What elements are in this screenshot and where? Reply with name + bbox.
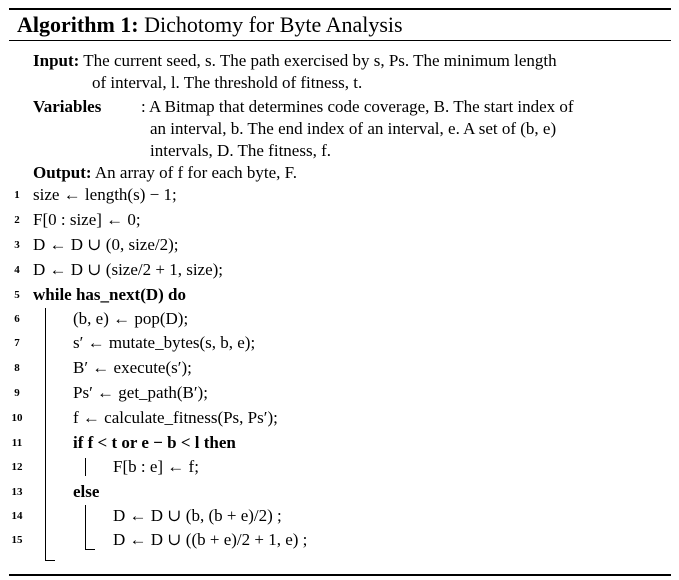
code-line: D ← D ∪ (b, (b + e)/2) ;: [113, 506, 282, 525]
algorithm-title: Dichotomy for Byte Analysis: [144, 12, 403, 37]
if-scope-bar: [85, 458, 86, 476]
code-line: F[0 : size] ← 0;: [33, 210, 141, 229]
line-number: 1: [14, 189, 20, 201]
line-number: 5: [14, 289, 20, 301]
code-line: D ← D ∪ (0, size/2);: [33, 235, 179, 254]
line-number: 8: [14, 362, 20, 374]
output-label: Output:: [33, 163, 92, 182]
line-number: 15: [11, 534, 23, 546]
code-line-while: while has_next(D) do: [33, 285, 187, 304]
variables-line-1: : A Bitmap that determines code coverage, B. The start index of: [141, 97, 574, 116]
line-number: 14: [11, 510, 23, 522]
code-line: F[b : e] ← f;: [113, 457, 199, 476]
code-line: D ← D ∪ (size/2 + 1, size);: [33, 260, 224, 279]
line-number: 12: [11, 461, 23, 473]
while-scope-bar: [45, 308, 46, 560]
code-line: Ps′ ← get_path(B′);: [73, 383, 208, 402]
code-line: f ← calculate_fitness(Ps, Ps′);: [73, 408, 278, 427]
variables-label: Variables: [33, 97, 102, 116]
else-scope-bar: [85, 505, 86, 549]
algorithm-number: Algorithm 1:: [17, 12, 139, 37]
code-line: B′ ← execute(s′);: [73, 358, 192, 377]
variables-line-2: an interval, b. The end index of an interval, e. A set of (b, e): [150, 119, 557, 138]
line-number: 2: [14, 214, 20, 226]
code-line: D ← D ∪ ((b + e)/2 + 1, e) ;: [113, 530, 308, 549]
input-line-1: [33, 50, 557, 72]
output-text: An array of f for each byte, F.: [94, 163, 297, 182]
algorithm-caption: [17, 10, 403, 40]
else-scope-end: [85, 549, 95, 550]
while-scope-end: [45, 560, 55, 561]
variables-line-3: intervals, D. The fitness, f.: [150, 141, 331, 160]
bottom-rule: [9, 574, 671, 576]
code-line-else: else: [73, 482, 100, 501]
caption-rule: [9, 40, 671, 41]
line-number: 6: [14, 313, 20, 325]
line-number: 7: [14, 337, 20, 349]
input-text-1: The current seed, s. The path exercised by s, Ps. The minimum length: [83, 51, 557, 70]
code-line-if: if f < t or e − b < l then: [73, 433, 236, 452]
line-number: 10: [11, 412, 23, 424]
input-line-2: of interval, l. The threshold of fitness, t.: [92, 73, 363, 92]
algorithm-block: [9, 0, 671, 580]
output-line: [33, 162, 297, 184]
line-number: 11: [11, 437, 23, 449]
code-line: (b, e) ← pop(D);: [73, 309, 189, 328]
code-line: s′ ← mutate_bytes(s, b, e);: [73, 333, 256, 352]
line-number: 3: [14, 239, 20, 251]
code-line: size ← length(s) − 1;: [33, 185, 177, 204]
line-number: 13: [11, 486, 23, 498]
input-label: Input:: [33, 51, 80, 70]
line-number: 4: [14, 264, 20, 276]
line-number: 9: [14, 387, 20, 399]
